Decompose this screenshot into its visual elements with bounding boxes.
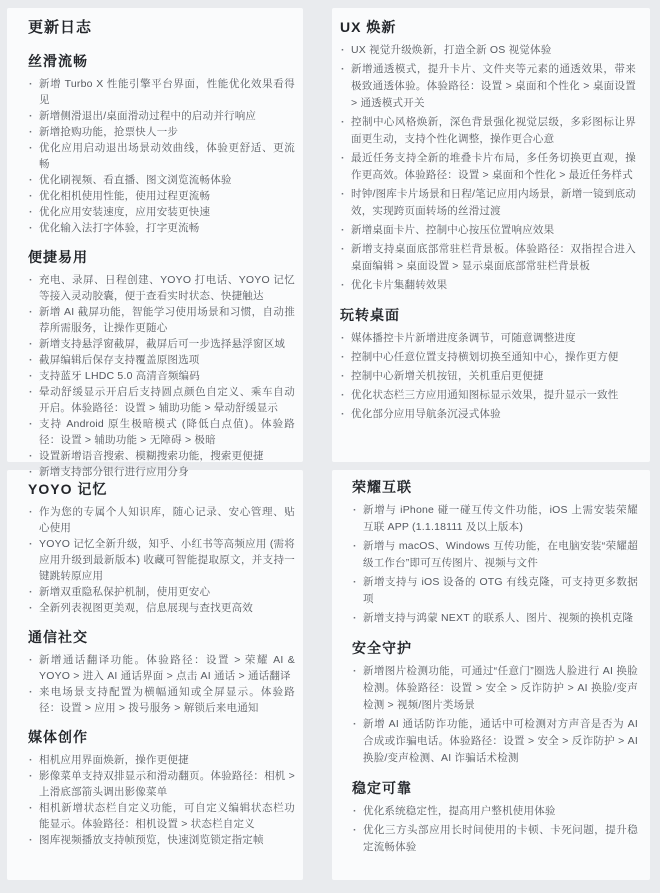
- changelog-item: · 新增 AI 通话防诈功能，通话中可检测对方声音是否为 AI 合成或诈骗电话。体验路径：设置 > 安全 > 反诈防护 > AI 换脸/变声检测、AI 诈骗话术检测: [352, 716, 638, 767]
- changelog-item: · 新增支持与 iOS 设备的 OTG 有线克隆，可支持更多数据项: [352, 574, 638, 608]
- changelog-item: · 全新列表视图更美观，信息展现与查找更高效: [28, 600, 295, 616]
- changelog-item: · 新增双重隐私保护机制，使用更安心: [28, 584, 295, 600]
- changelog-item: · 新增通话翻译功能。体验路径：设置 > 荣耀 AI & YOYO > 进入 AI 通话界面 > 点击 AI 通话 > 通话翻译: [28, 652, 295, 684]
- card-sections: [28, 52, 295, 480]
- card-sections: [340, 18, 636, 423]
- changelog-item: · 优化部分应用导航条沉浸式体验: [340, 406, 636, 423]
- changelog-item: · 截屏编辑后保存支持覆盖原图选项: [28, 352, 295, 368]
- changelog-item: · 优化应用安装速度，应用安装更快速: [28, 204, 295, 220]
- card-sections: [352, 478, 638, 856]
- changelog-item: · UX 视觉升级焕新，打造全新 OS 视觉体验: [340, 42, 636, 59]
- changelog-item: · 优化刷视频、看直播、图文浏览流畅体验: [28, 172, 295, 188]
- changelog-list-silky-smooth: [28, 76, 295, 236]
- changelog-item: · 控制中心任意位置支持横划切换至通知中心，操作更方便: [340, 349, 636, 366]
- changelog-item: · 新增与 iPhone 碰一碰互传文件功能，iOS 上需安装荣耀互联 APP (1.1.18111 及以上版本): [352, 502, 638, 536]
- changelog-item: · 新增支持与鸿蒙 NEXT 的联系人、图片、视频的换机克隆: [352, 610, 638, 627]
- card-sections: [28, 480, 295, 848]
- changelog-item: · YOYO 记忆全新升级，知乎、小红书等高频应用 (需将应用升级到最新版本) 收藏可智能提取原文，并支持一键跳转原应用: [28, 536, 295, 584]
- changelog-list-honor-connect: [352, 502, 638, 627]
- section-heading-honor-connect: 荣耀互联: [352, 479, 412, 495]
- section-heading-convenient-easy: 便捷易用: [28, 249, 88, 265]
- changelog-item: · 相机新增状态栏自定义功能，可自定义编辑状态栏功能显示。体验路径：相机设置 > 状态栏自定义: [28, 800, 295, 832]
- changelog-item: · 优化三方头部应用长时间使用的卡顿、卡死问题，提升稳定流畅体验: [352, 822, 638, 856]
- card-connect-security-stability: [332, 470, 650, 880]
- changelog-item: · 作为您的专属个人知识库，随心记录、安心管理、贴心使用: [28, 504, 295, 536]
- section-heading-ux-refresh: UX 焕新: [340, 19, 397, 35]
- changelog-item: · 时钟/图库卡片场景和日程/笔记应用内场景，新增一镜到底动效，实现跨页面转场的丝滑过渡: [340, 186, 636, 220]
- changelog-item: · 控制中心风格焕新，深色背景强化视觉层级，多彩图标让界面更生动，支持个性化调整，操作更合心意: [340, 114, 636, 148]
- changelog-item: · 优化系统稳定性，提高用户整机使用体验: [352, 803, 638, 820]
- changelog-list-stability: [352, 803, 638, 856]
- card-ux-desktop: [332, 8, 650, 462]
- changelog-list-desktop-play: [340, 330, 636, 423]
- page-title: 更新日志: [28, 19, 93, 36]
- changelog-item: · 新增桌面卡片、控制中心按压位置响应效果: [340, 222, 636, 239]
- changelog-item: · 优化相机使用性能，使用过程更流畅: [28, 188, 295, 204]
- changelog-item: · 媒体播控卡片新增进度条调节，可随意调整进度: [340, 330, 636, 347]
- changelog-item: · 来电场景支持配置为横幅通知或全屏显示。体验路径：设置 > 应用 > 拨号服务 > 解锁后来电通知: [28, 684, 295, 716]
- changelog-item: · 图库视频播放支持帧预览，快速浏览锁定指定帧: [28, 832, 295, 848]
- changelog-list-yoyo-memory: [28, 504, 295, 616]
- section-heading-security-guard: 安全守护: [352, 640, 412, 656]
- changelog-item: · 相机应用界面焕新，操作更便捷: [28, 752, 295, 768]
- section-heading-desktop-play: 玩转桌面: [340, 307, 400, 323]
- section-heading-stability: 稳定可靠: [352, 780, 412, 796]
- changelog-list-security-guard: [352, 663, 638, 767]
- changelog-item: · 优化应用启动退出场景动效曲线，体验更舒适、更流畅: [28, 140, 295, 172]
- changelog-item: · 新增 AI 截屏功能，智能学习使用场景和习惯，自动推荐所需服务，让操作更随心: [28, 304, 295, 336]
- changelog-item: · 设置新增语音搜索、模糊搜索功能，搜索更便捷: [28, 448, 295, 464]
- changelog-list-media-creation: [28, 752, 295, 848]
- card-yoyo-social-media: [7, 470, 303, 880]
- changelog-item: · 新增抢购功能，抢票快人一步: [28, 124, 295, 140]
- changelog-item: · 晕动舒缓显示开启后支持圆点颜色自定义、乘车自动开启。体验路径：设置 > 辅助功能 > 晕动舒缓显示: [28, 384, 295, 416]
- changelog-list-convenient-easy: [28, 272, 295, 480]
- changelog-item: · 新增侧滑退出/桌面滑动过程中的启动并行响应: [28, 108, 295, 124]
- changelog-item: · 充电、录屏、日程创建、YOYO 打电话、YOYO 记忆等接入灵动胶囊，便于查看实时状态、快捷触达: [28, 272, 295, 304]
- section-heading-yoyo-memory: YOYO 记忆: [28, 481, 108, 497]
- changelog-item: · 新增支持桌面底部常驻栏背景板。体验路径：双指捏合进入桌面编辑 > 桌面设置 > 显示桌面底部常驻栏背景板: [340, 241, 636, 275]
- card-updates-overview: [7, 8, 303, 478]
- changelog-item: · 支持 Android 原生极暗模式 (降低白点值)。体验路径：设置 > 辅助功能 > 无障碍 > 极暗: [28, 416, 295, 448]
- changelog-item: · 新增支持悬浮窗截屏，截屏后可一步选择悬浮窗区域: [28, 336, 295, 352]
- changelog-item: · 支持蓝牙 LHDC 5.0 高清音频编码: [28, 368, 295, 384]
- changelog-item: · 优化卡片集翻转效果: [340, 277, 636, 294]
- changelog-item: · 优化状态栏三方应用通知图标显示效果，提升显示一致性: [340, 387, 636, 404]
- changelog-item: · 影像菜单支持双排显示和滑动翻页。体验路径：相机 > 上滑底部箭头调出影像菜单: [28, 768, 295, 800]
- section-heading-media-creation: 媒体创作: [28, 729, 88, 745]
- changelog-list-communication-social: [28, 652, 295, 716]
- changelog-item: · 新增 Turbo X 性能引擎平台界面，性能优化效果看得见: [28, 76, 295, 108]
- changelog-item: · 优化输入法打字体验，打字更流畅: [28, 220, 295, 236]
- changelog-item: · 新增通透模式，提升卡片、文件夹等元素的通透效果，带来极致通透体验。体验路径：设置 > 桌面和个性化 > 桌面设置 > 通透模式开关: [340, 61, 636, 112]
- changelog-item: · 新增图片检测功能，可通过“任意门”圈选人脸进行 AI 换脸检测。体验路径：设置 > 安全 > 反诈防护 > AI 换脸/变声检测 > 视频/图片类场景: [352, 663, 638, 714]
- changelog-item: · 控制中心新增关机按钮，关机重启更便捷: [340, 368, 636, 385]
- changelog-item: · 新增支持部分银行进行应用分身: [28, 464, 295, 480]
- changelog-item: · 新增与 macOS、Windows 互传功能，在电脑安装“荣耀超级工作台”即可互传图片、视频与文件: [352, 538, 638, 572]
- changelog-item: · 最近任务支持全新的堆叠卡片布局，多任务切换更直观，操作更高效。体验路径：设置 > 桌面和个性化 > 最近任务样式: [340, 150, 636, 184]
- section-heading-communication-social: 通信社交: [28, 629, 88, 645]
- changelog-list-ux-refresh: [340, 42, 636, 294]
- section-heading-silky-smooth: 丝滑流畅: [28, 53, 88, 69]
